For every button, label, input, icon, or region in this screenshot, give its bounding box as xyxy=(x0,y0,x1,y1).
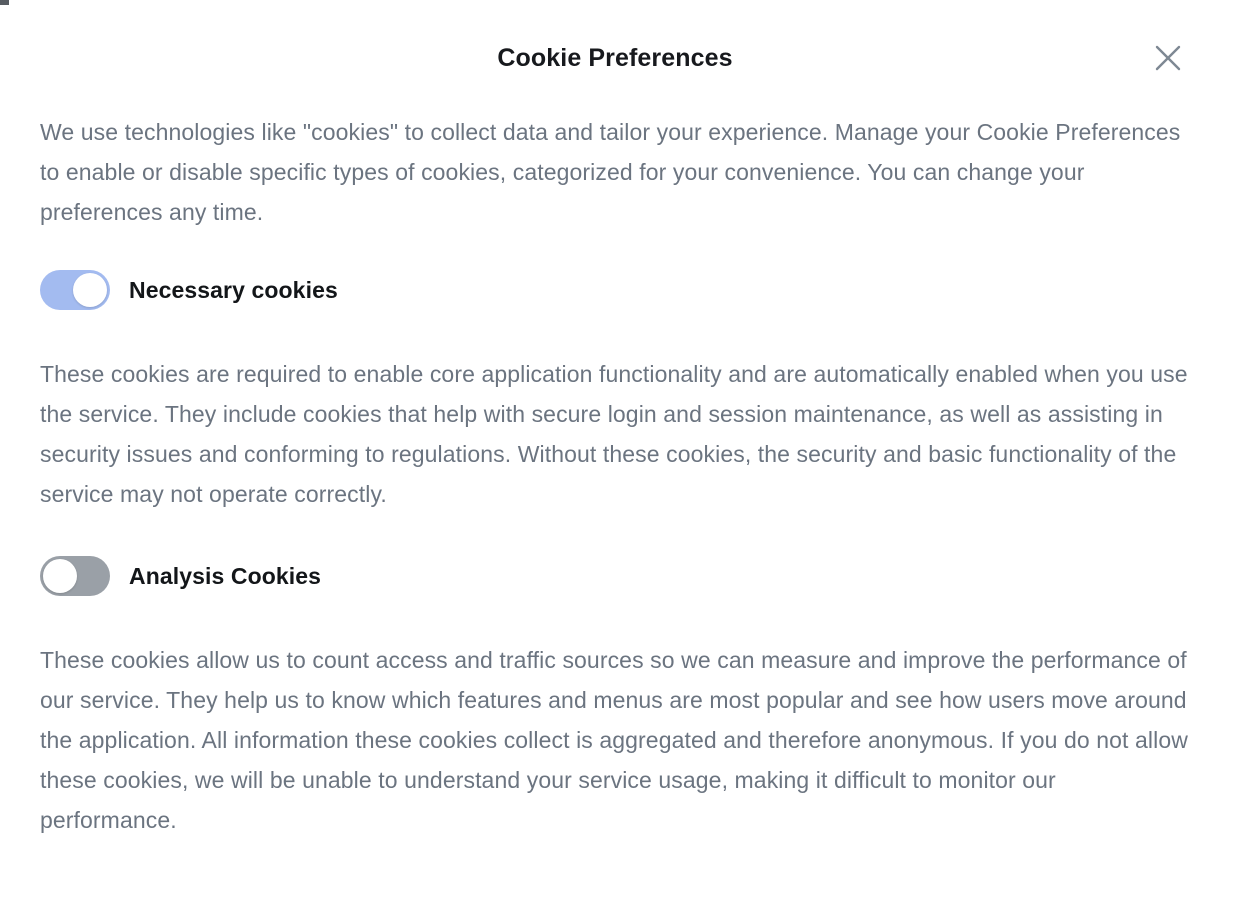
necessary-cookies-description: These cookies are required to enable core application functionality and are automatically enabled when you use the service. They include cookies that help with secure login and session maintenance, as well as assisting in security issues and conforming to regulations. Without these cookies, the security and basic functionality of the service may not operate correctly. xyxy=(40,361,1188,507)
analysis-cookies-toggle[interactable] xyxy=(40,556,110,596)
analysis-cookies-label: Analysis Cookies xyxy=(129,562,322,589)
toggle-knob xyxy=(43,559,77,593)
close-button[interactable] xyxy=(1150,40,1186,76)
modal-title: Cookie Preferences xyxy=(497,44,733,72)
modal-header xyxy=(40,0,1190,112)
toggle-knob xyxy=(73,273,107,307)
intro-text: We use technologies like "cookies" to collect data and tailor your experience. Manage your Cookie Preferences to enable or disable specific types of cookies, categorized for your convenience. You can change your preferences any time. xyxy=(40,119,1181,225)
necessary-cookies-toggle[interactable] xyxy=(40,270,110,310)
analysis-cookies-row xyxy=(40,556,1190,596)
close-icon xyxy=(1153,43,1183,73)
necessary-cookies-label: Necessary cookies xyxy=(129,276,338,303)
analysis-cookies-description: These cookies allow us to count access and traffic sources so we can measure and improve the performance of our service. They help us to know which features and menus are most popular and see how users move around the application. All information these cookies collect is aggregated and therefore anonymous. If you do not allow these cookies, we will be unable to understand your service usage, making it difficult to monitor our performance. xyxy=(40,647,1188,833)
necessary-cookies-row xyxy=(40,270,1190,310)
